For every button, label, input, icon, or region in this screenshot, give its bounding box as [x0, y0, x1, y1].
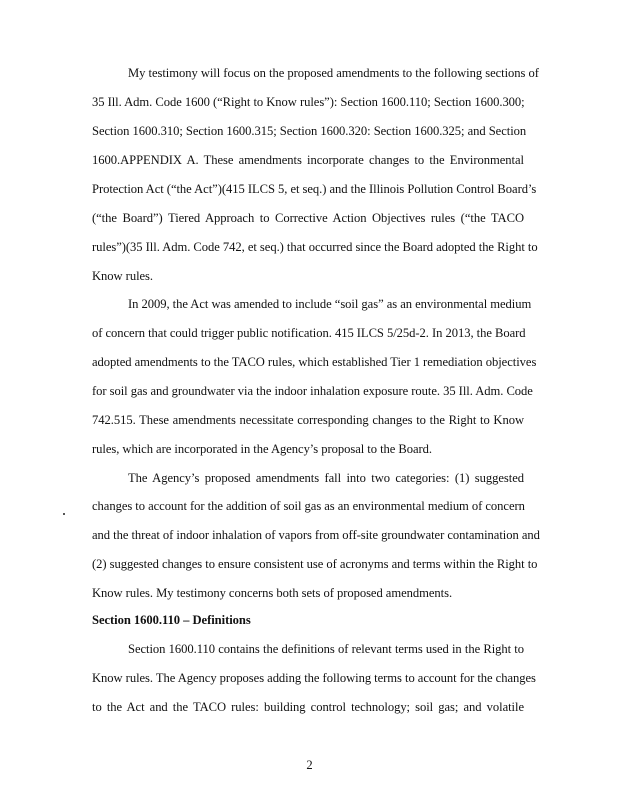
- paragraph-4-line-3: to the Act and the TACO rules: building control technology; soil gas; and volatile: [92, 700, 524, 714]
- paragraph-2-line-4: for soil gas and groundwater via the indoor inhalation exposure route. 35 Ill. Adm. Code: [92, 384, 533, 398]
- paragraph-1-line-4: 1600.APPENDIX A. These amendments incorporate changes to the Environmental: [92, 153, 524, 167]
- paragraph-1-line-5: Protection Act (“the Act”)(415 ILCS 5, et seq.) and the Illinois Pollution Control Board’s: [92, 182, 537, 196]
- paragraph-2-line-5: 742.515. These amendments necessitate corresponding changes to the Right to Know: [92, 413, 524, 427]
- paragraph-2-line-6: rules, which are incorporated in the Agency’s proposal to the Board.: [92, 442, 433, 456]
- paragraph-1-line-1: My testimony will focus on the proposed amendments to the following sections of: [128, 66, 539, 80]
- paragraph-3-line-1: The Agency’s proposed amendments fall into two categories: (1) suggested: [128, 471, 524, 485]
- section-heading: Section 1600.110 – Definitions: [92, 613, 251, 627]
- paragraph-3-line-2: changes to account for the addition of soil gas as an environmental medium of concern: [92, 499, 525, 513]
- paragraph-4-line-1: Section 1600.110 contains the definitions of relevant terms used in the Right to: [128, 642, 524, 656]
- paragraph-1-line-6: (“the Board”) Tiered Approach to Corrective Action Objectives rules (“the TACO: [92, 211, 524, 225]
- paragraph-1-line-3: Section 1600.310; Section 1600.315; Section 1600.320: Section 1600.325; and Section: [92, 124, 527, 138]
- paragraph-1-line-7: rules”)(35 Ill. Adm. Code 742, et seq.) that occurred since the Board adopted the Right to: [92, 240, 538, 254]
- paragraph-2-line-1: In 2009, the Act was amended to include “soil gas” as an environmental medium: [128, 297, 532, 311]
- paragraph-2-line-2: of concern that could trigger public notification. 415 ILCS 5/25d-2. In 2013, the Board: [92, 326, 526, 340]
- paragraph-1-line-2: 35 Ill. Adm. Code 1600 (“Right to Know rules”): Section 1600.110; Section 1600.300;: [92, 95, 525, 109]
- paragraph-2-line-3: adopted amendments to the TACO rules, which established Tier 1 remediation objectives: [92, 355, 537, 369]
- paragraph-3-line-5: Know rules. My testimony concerns both sets of proposed amendments.: [92, 586, 453, 600]
- paragraph-3-line-4: (2) suggested changes to ensure consistent use of acronyms and terms within the Right to: [92, 557, 538, 571]
- paragraph-3-line-3: and the threat of indoor inhalation of vapors from off-site groundwater contamination and: [92, 528, 540, 542]
- page-number: 2: [306, 758, 313, 772]
- paragraph-4-line-2: Know rules. The Agency proposes adding the following terms to account for the changes: [92, 671, 536, 685]
- paragraph-1-line-8: Know rules.: [92, 269, 154, 283]
- stray-mark: [63, 513, 65, 515]
